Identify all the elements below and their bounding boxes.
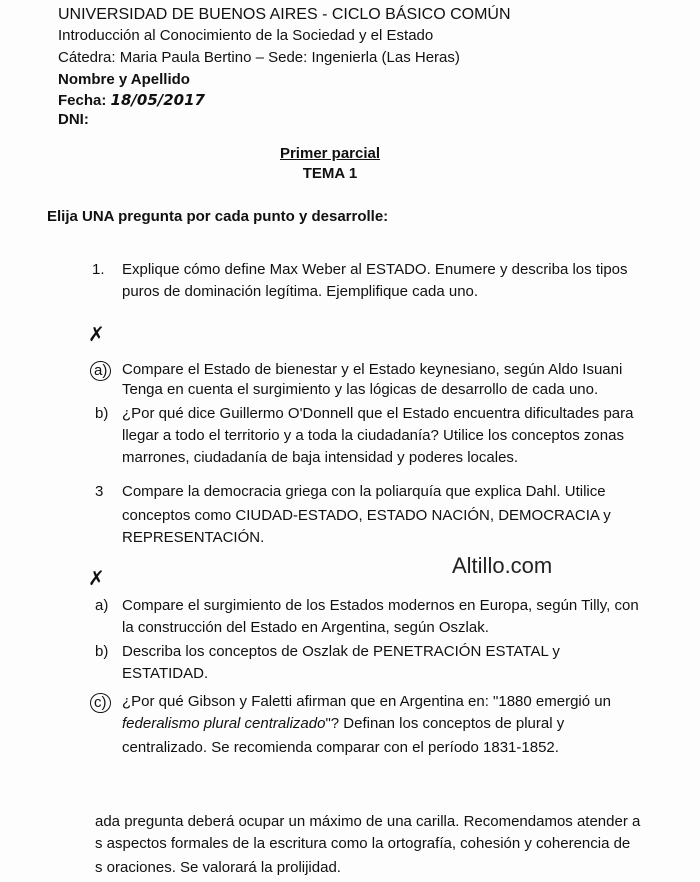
q1-line: puros de dominación legítima. Ejemplifique cada uno. [122, 283, 479, 300]
q3-line: Compare la democracia griega con la poliarquía que explica Dahl. Utilice [122, 483, 606, 500]
date-label: Fecha: [58, 92, 107, 109]
course-name: Introducción al Conocimiento de la Sociedad y el Estado [58, 27, 434, 44]
q4c-label: c) [95, 693, 111, 713]
exam-theme: TEMA 1 [302, 165, 358, 182]
handwritten-date: 18/05/2017 [110, 91, 205, 109]
q2a-line: Compare el Estado de bienestar y el Estado keynesiano, según Aldo Isuani [122, 361, 623, 378]
q4b-line: ESTATIDAD. [122, 665, 209, 682]
q4a-line: Compare el surgimiento de los Estados modernos en Europa, según Tilly, con [122, 597, 639, 614]
university-heading: UNIVERSIDAD DE BUENOS AIRES - CICLO BÁSICO COMÚN [58, 6, 511, 23]
footer-note-line: ada pregunta deberá ocupar un máximo de una carilla. Recomendamos atender a [95, 813, 641, 830]
q3-line: conceptos como CIUDAD-ESTADO, ESTADO NACIÓN, DEMOCRACIA y [122, 507, 611, 524]
name-label: Nombre y Apellido [58, 71, 190, 88]
q4c-line: federalismo plural centralizado"? Definan los conceptos de plural y [122, 715, 565, 732]
dni-label: DNI: [58, 111, 89, 128]
instruction: Elija UNA pregunta por cada punto y desarrolle: [47, 208, 389, 225]
q2a-line: Tenga en cuenta el surgimiento y las lógicas de desarrollo de cada uno. [122, 381, 599, 398]
q4a-line: la construcción del Estado en Argentina, según Oszlak. [122, 619, 489, 636]
q2a-label: a) [95, 361, 111, 381]
footer-note-line: s oraciones. Se valorará la prolijidad. [95, 859, 341, 876]
exam-title: Primer parcial [279, 145, 381, 162]
watermark: Altillo.com [452, 553, 553, 578]
q4b-label: b) [95, 643, 109, 660]
q1-line: Explique cómo define Max Weber al ESTADO. Enumere y describa los tipos [122, 261, 628, 278]
date-field [58, 91, 205, 110]
q4a-label: a) [95, 597, 109, 614]
q4c-line: centralizado. Se recomienda comparar con el período 1831-1852. [122, 739, 559, 756]
q3-number: 3 [95, 483, 104, 500]
q4b-line: Describa los conceptos de Oszlak de PENETRACIÓN ESTATAL y [122, 643, 560, 660]
q2b-line: marrones, ciudadanía de baja intensidad y poderes locales. [122, 449, 519, 466]
q1-number: 1. [92, 261, 105, 278]
q4c-line: ¿Por qué Gibson y Faletti afirman que en Argentina en: "1880 emergió un [122, 693, 611, 710]
q3-line: REPRESENTACIÓN. [122, 529, 265, 546]
footer-note-line: s aspectos formales de la escritura como la ortografía, cohesión y coherencia de [95, 835, 631, 852]
handwritten-check-mark-icon: ✗ [88, 568, 105, 590]
q2b-line: ¿Por qué dice Guillermo O'Donnell que el Estado encuentra dificultades para [122, 405, 634, 422]
handwritten-check-mark-icon: ✗ [88, 324, 105, 346]
q2b-line: llegar a todo el territorio y a toda la ciudadanía? Utilice los conceptos zonas [122, 427, 624, 444]
chair-info: Cátedra: Maria Paula Bertino – Sede: Ingenierla (Las Heras) [58, 49, 460, 66]
q2b-label: b) [95, 405, 109, 422]
